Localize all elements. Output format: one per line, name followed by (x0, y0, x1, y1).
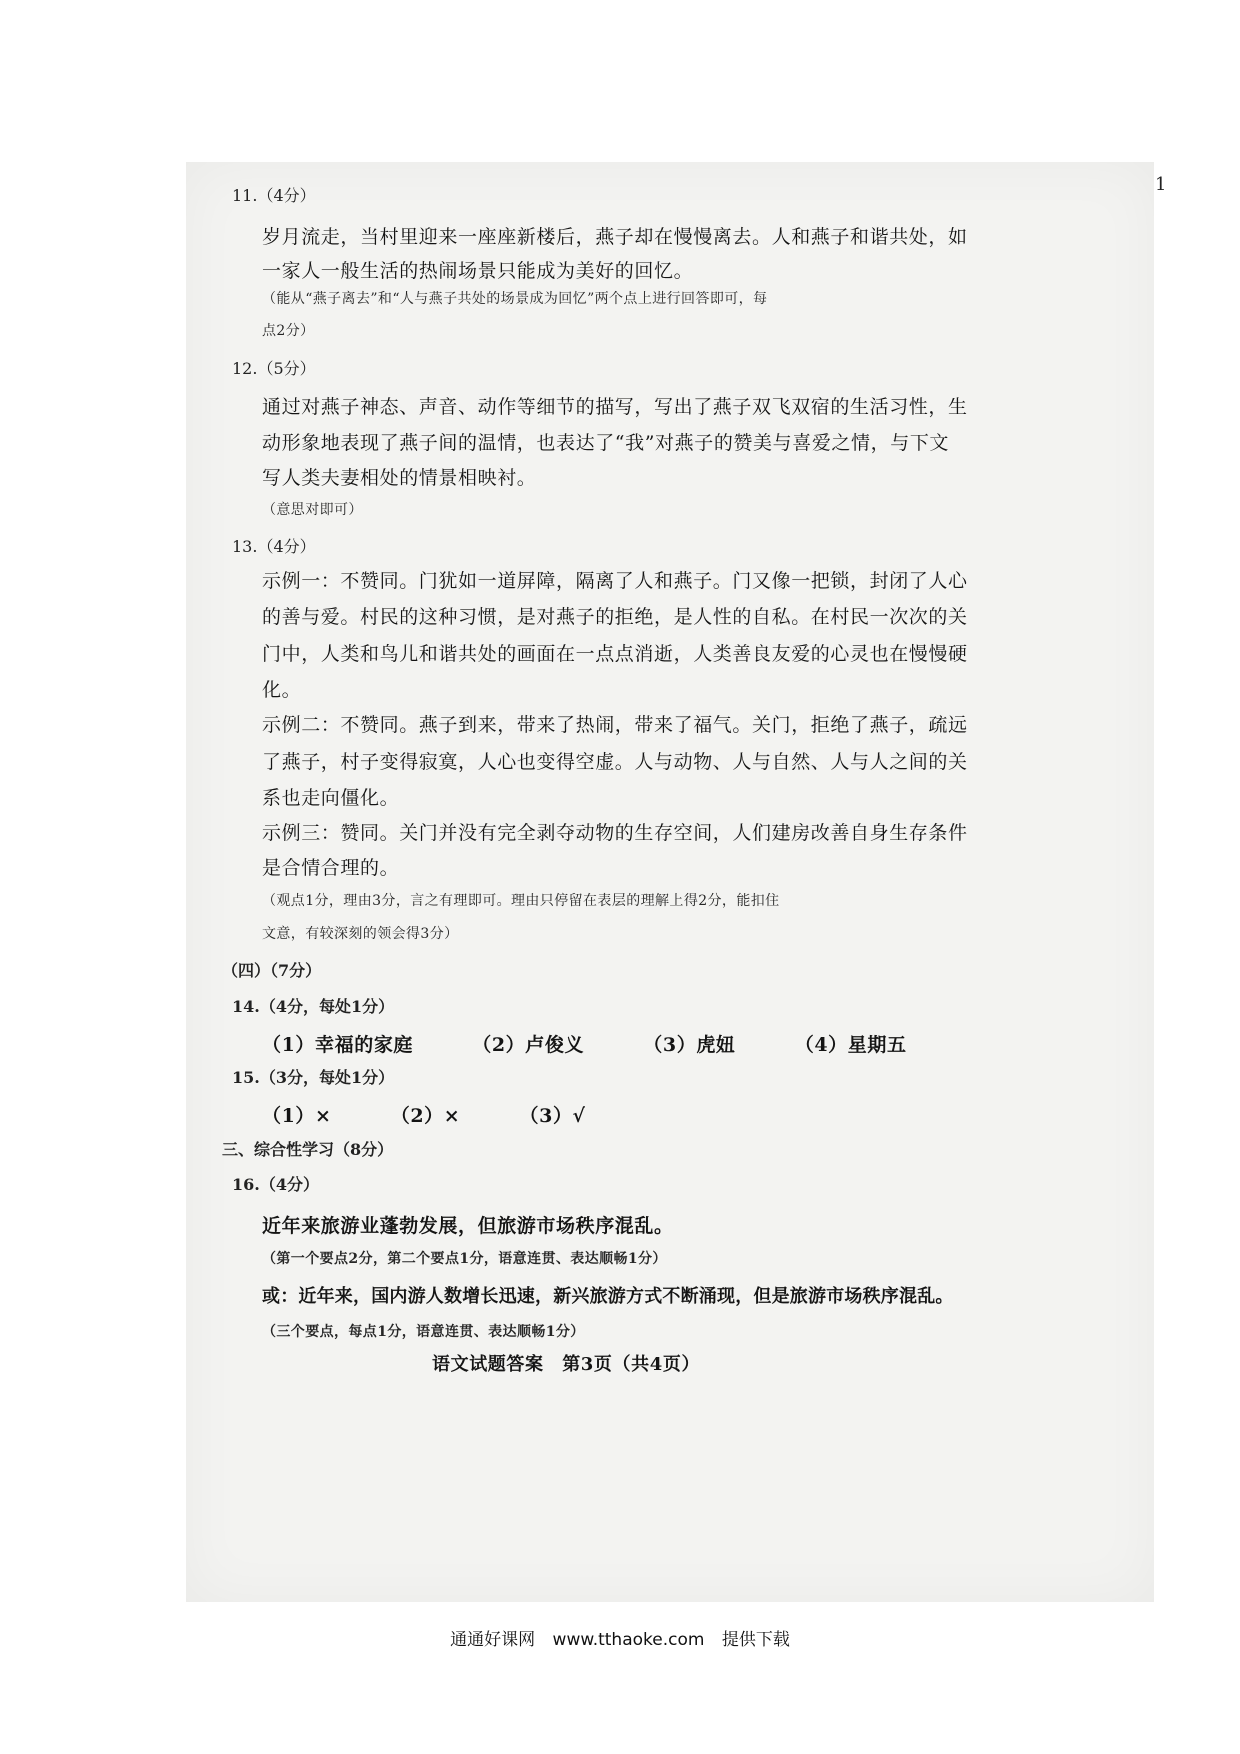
page-corner-mark: 1 (1155, 174, 1167, 195)
q12-answer-line: 通过对燕子神态、声音、动作等细节的描写，写出了燕子双飞双宿的生活习性，生 (262, 396, 968, 418)
q16-header: 16.（4分） (232, 1175, 319, 1194)
q13-scoring-note: （观点1分，理由3分，言之有理即可。理由只停留在表层的理解上得2分，能扣住 (262, 893, 780, 909)
q13-header: 13.（4分） (232, 537, 316, 556)
q14-option: （3）虎妞 (643, 1034, 736, 1056)
q16-scoring-note: （第一个要点2分，第二个要点1分，语意连贯、表达顺畅1分） (262, 1251, 667, 1267)
q16-answer: 近年来旅游业蓬勃发展，但旅游市场秩序混乱。 (262, 1215, 674, 1237)
q12-header: 12.（5分） (232, 359, 316, 378)
q15-options (262, 1101, 638, 1128)
site-name: 通通好课网 (450, 1630, 536, 1650)
q15-header: 15.（3分，每处1分） (232, 1068, 395, 1087)
q16-alternative-answer: 或：近年来，国内游人数增长迅速，新兴旅游方式不断涌现，但是旅游市场秩序混乱。 (262, 1286, 954, 1307)
q13-answer-line: 示例三：赞同。关门并没有完全剥夺动物的生存空间，人们建房改善自身生存条件 (262, 822, 968, 844)
site-url[interactable]: www.tthaoke.com (552, 1630, 705, 1650)
q14-option: （2）卢俊义 (472, 1034, 585, 1056)
section-four-heading: （四）（7分） (222, 961, 322, 980)
q14-options (262, 1030, 959, 1057)
site-footer (0, 1625, 1240, 1650)
q11-scoring-note: （能从“燕子离去”和“人与燕子共处的场景成为回忆”两个点上进行回答即可，每 (262, 291, 768, 307)
q13-answer-line: 示例二：不赞同。燕子到来，带来了热闹，带来了福气。关门，拒绝了燕子，疏远 (262, 714, 968, 736)
q13-answer-line: 示例一：不赞同。门犹如一道屏障，隔离了人和燕子。门又像一把锁，封闭了人心 (262, 570, 968, 592)
site-tagline: 提供下载 (721, 1630, 790, 1650)
q11-header: 11.（4分） (232, 186, 316, 205)
section-three-heading: 三、综合性学习（8分） (222, 1140, 394, 1159)
q15-option: （3）√ (519, 1105, 586, 1127)
scanned-page (186, 162, 1154, 1602)
q15-option: （1）× (262, 1105, 332, 1127)
q14-option: （4）星期五 (794, 1034, 907, 1056)
q13-answer-line: 化。 (262, 679, 302, 701)
q13-answer-line: 了燕子，村子变得寂寞，人心也变得空虚。人与动物、人与自然、人与人之间的关 (262, 751, 968, 773)
q14-option: （1）幸福的家庭 (262, 1034, 414, 1056)
q12-scoring-note: （意思对即可） (262, 502, 363, 518)
q12-answer-line: 动形象地表现了燕子间的温情，也表达了“我”对燕子的赞美与喜爱之情，与下文 (262, 432, 950, 454)
q12-answer-line: 写人类夫妻相处的情景相映衬。 (262, 467, 537, 489)
answer-key-page-footer: 语文试题答案 第3页（共4页） (432, 1354, 701, 1375)
q11-answer-line: 岁月流走，当村里迎来一座座新楼后，燕子却在慢慢离去。人和燕子和谐共处，如 (262, 226, 968, 248)
q11-answer-line: 一家人一般生活的热闹场景只能成为美好的回忆。 (262, 260, 694, 282)
q15-option: （2）× (390, 1105, 461, 1127)
q13-answer-line: 系也走向僵化。 (262, 787, 400, 809)
q13-answer-line: 门中，人类和鸟儿和谐共处的画面在一点点消逝，人类善良友爱的心灵也在慢慢硬 (262, 643, 968, 665)
q13-answer-line: 是合情合理的。 (262, 857, 400, 879)
q16-scoring-note: （三个要点，每点1分，语意连贯、表达顺畅1分） (262, 1324, 585, 1340)
q13-answer-line: 的善与爱。村民的这种习惯，是对燕子的拒绝，是人性的自私。在村民一次次的关 (262, 606, 968, 628)
q14-header: 14.（4分，每处1分） (232, 997, 395, 1016)
q13-scoring-note: 文意，有较深刻的领会得3分） (262, 926, 459, 942)
q11-scoring-note: 点2分） (262, 323, 315, 339)
